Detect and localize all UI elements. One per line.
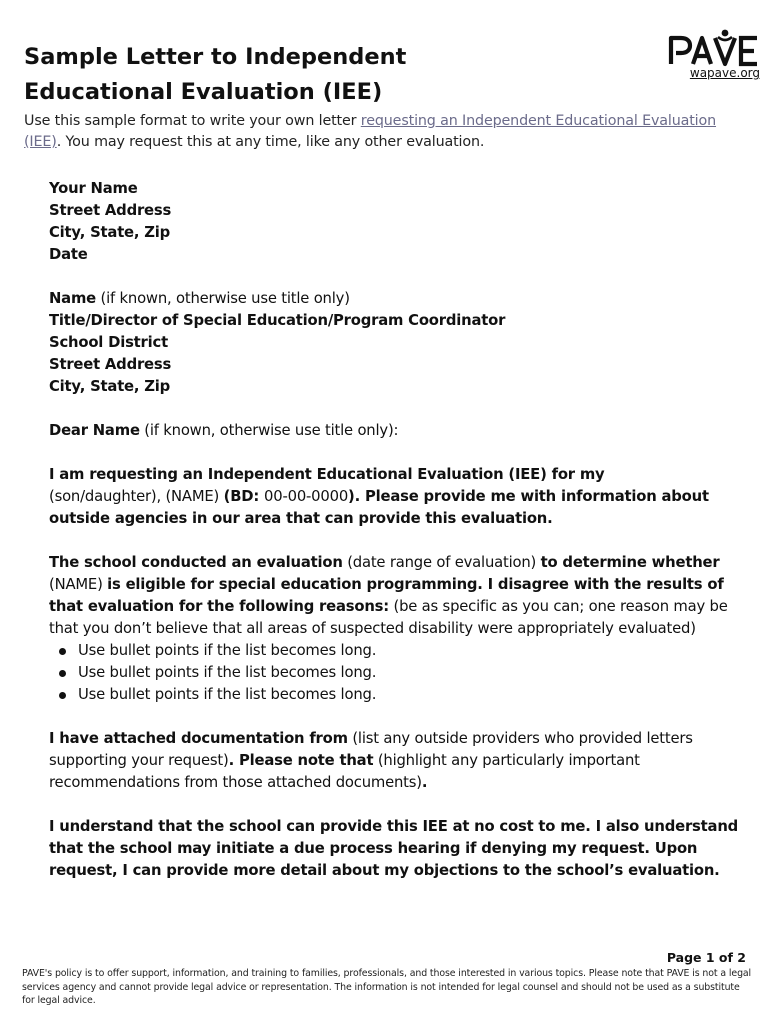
request-bold-3: ). Please provide me with information about outside agencies in our area that can provide this evaluation. [49, 488, 709, 527]
salutation-note: (if known, otherwise use title only): [139, 422, 399, 439]
reasons-list [49, 640, 739, 706]
doc-normal-2: (highlight any particularly important recommendations from those attached documents) [49, 752, 640, 791]
sender-street: Street Address [49, 202, 172, 219]
disagree-bold-3: is eligible for special education programming. I disagree with the results of that evaluation for the following reasons: [49, 576, 724, 615]
recipient-block [49, 288, 739, 398]
recipient-name-note: (if known, otherwise use title only) [96, 290, 350, 307]
request-normal-1: (son/daughter), (NAME) [49, 488, 224, 505]
disagree-bold-2: to determine whether [540, 554, 720, 571]
recipient-street: Street Address [49, 356, 172, 373]
iee-request-link[interactable]: requesting an Independent Educational Evaluation (IEE) [24, 113, 717, 150]
bullet-dot-icon [59, 648, 66, 655]
disagree-bold-1: The school conducted an evaluation [49, 554, 343, 571]
disagreement-paragraph [49, 552, 739, 640]
recipient-title: Title/Director of Special Education/Program Coordinator [49, 312, 506, 329]
title-line-2: Educational Evaluation (IEE) [24, 79, 383, 105]
recipient-name-label: Name [49, 290, 97, 307]
intro-text-before: Use this sample format to write your own letter [24, 113, 361, 129]
doc-bold-3: . [421, 774, 428, 791]
disagree-normal-1: (date range of evaluation) [342, 554, 541, 571]
list-item-text: Use bullet points if the list becomes long. [78, 664, 377, 681]
disagree-normal-2: (NAME) [49, 576, 108, 593]
request-normal-2: 00-00-0000 [264, 488, 349, 505]
understand-bold-1: I understand that the school can provide this IEE at no cost to me. I also understand that the school may initiate a due process hearing if denying my request. Upon request, I can provide more detail about my objections to the school’s evaluation. [49, 818, 739, 879]
list-item [49, 662, 739, 684]
doc-bold-1: I have attached documentation from [49, 730, 348, 747]
sender-date: Date [49, 246, 88, 263]
disagree-normal-3: (be as specific as you can; one reason may be that you don’t believe that all areas of suspected disability were appropriately evaluated) [49, 598, 728, 637]
recipient-name-line [49, 288, 739, 310]
request-bold-2: (BD: [223, 488, 265, 505]
understanding-paragraph [49, 816, 739, 882]
list-item [49, 640, 739, 662]
pave-logo-wordmark [668, 28, 762, 68]
intro-text-after: . You may request this at any time, like any other evaluation. [56, 134, 485, 150]
footer-disclaimer: PAVE's policy is to offer support, information, and training to families, professionals, and those interested in various topics. Please note that PAVE is not a legal services agency and cannot provide legal advice or representation. The information is not intended for legal counsel and should not be used as a substitute for legal advice. [22, 968, 752, 1007]
letter-body [49, 178, 739, 904]
doc-normal-1: (list any outside providers who provided letters supporting your request) [49, 730, 693, 769]
logo-text: PAVE [668, 28, 671, 29]
salutation-label: Dear Name [49, 422, 140, 439]
pave-logo[interactable] [668, 28, 762, 86]
list-item-text: Use bullet points if the list becomes long. [78, 686, 377, 703]
list-item [49, 684, 739, 706]
document-title [24, 40, 584, 110]
recipient-district: School District [49, 334, 168, 351]
list-item-text: Use bullet points if the list becomes long. [78, 642, 377, 659]
request-paragraph [49, 464, 739, 530]
request-bold-1: I am requesting an Independent Educational Evaluation (IEE) for my [49, 466, 605, 483]
sender-block [49, 178, 739, 266]
doc-bold-2: . Please note that [228, 752, 374, 769]
sender-name: Your Name [49, 180, 138, 197]
logo-url-link[interactable]: wapave.org [689, 66, 760, 80]
documentation-paragraph [49, 728, 739, 794]
salutation [49, 420, 739, 442]
sender-city: City, State, Zip [49, 224, 171, 241]
intro-paragraph [24, 111, 724, 153]
title-line-1: Sample Letter to Independent [24, 44, 407, 70]
bullet-dot-icon [59, 670, 66, 677]
page-number: Page 1 of 2 [666, 950, 746, 965]
bullet-dot-icon [59, 692, 66, 699]
recipient-city: City, State, Zip [49, 378, 171, 395]
